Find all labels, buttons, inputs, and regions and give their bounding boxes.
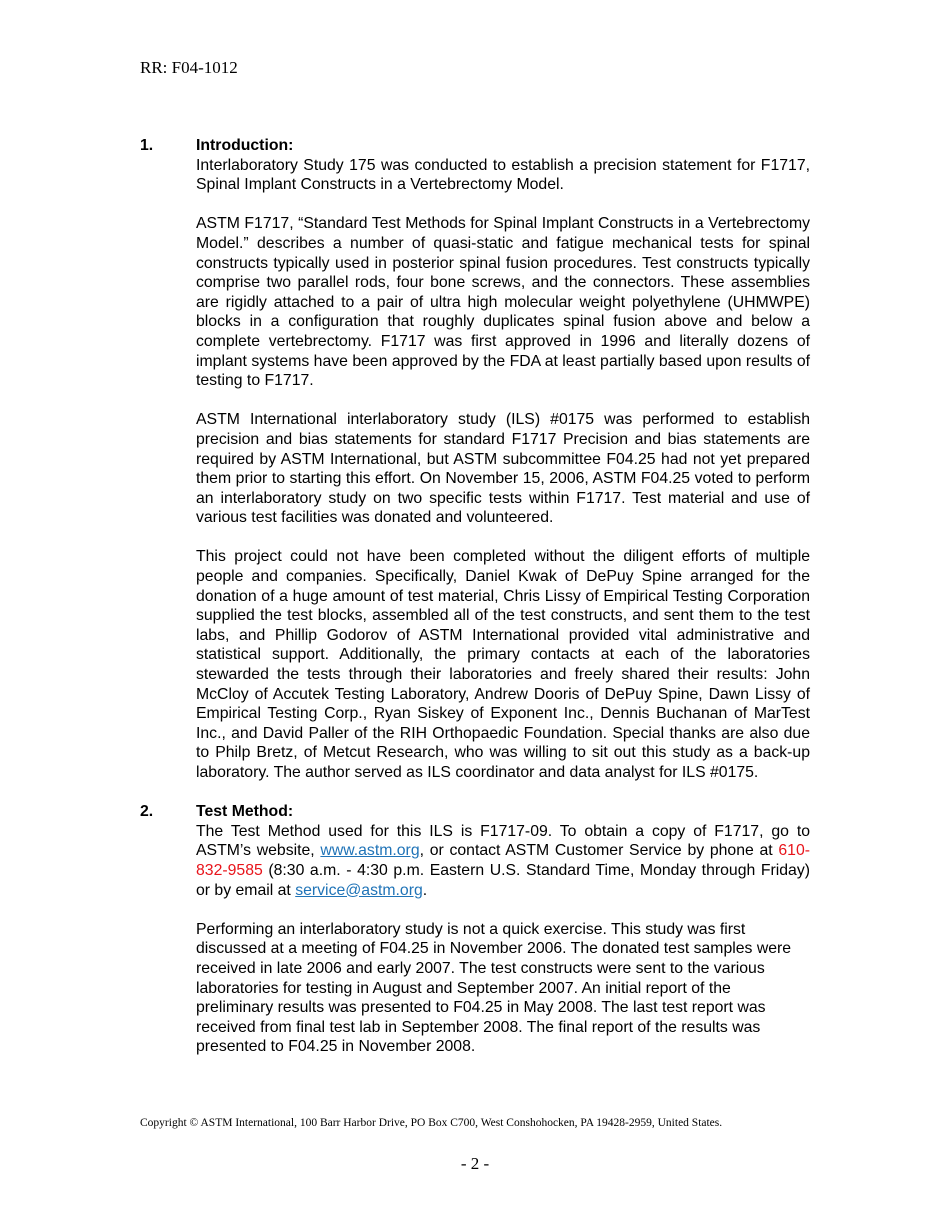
document-body [140, 136, 810, 1057]
section-number: 1. [140, 137, 154, 154]
astm-website-link[interactable]: www.astm.org [320, 842, 420, 860]
method-text-a: The Test Method used for this ILS is F1717-09. To obtain a copy of F1717, go to ASTM’s website, [196, 822, 810, 860]
method-paragraph-1 [196, 822, 810, 900]
method-paragraph-2: Performing an interlaboratory study is not a quick exercise. This study was first discussed at a meeting of F04.25 in November 2006. The donated test samples were received in late 2006 and early 2007. The test constructs were sent to the various laboratories for testing in August and September 2007. An initial report of the preliminary results was presented to F04.25 in May 2008. The last test report was received from final test lab in September 2008. The final report of the results was presented to F04.25 in November 2008. [196, 920, 792, 1056]
intro-paragraph-2: ASTM F1717, “Standard Test Methods for Spinal Implant Constructs in a Vertebrectomy Model.” describes a number of quasi-static and fatigue mechanical tests for spinal constructs typically used in posterior spinal fusion procedures. Test constructs typically comprise two parallel rods, four bone screws, and the connectors. These assemblies are rigidly attached to a pair of ultra high molecular weight polyethylene (UHMWPE) blocks in a configuration that roughly duplicates spinal fusion above and below a complete vertebrectomy. F1717 was first approved in 1996 and literally dozens of implant systems have been approved by the FDA at least partially based upon results of testing to F1717. [196, 215, 810, 390]
section-introduction [140, 136, 810, 783]
document-id-header: RR: F04-1012 [140, 58, 238, 77]
copyright-footer: Copyright © ASTM International, 100 Barr Harbor Drive, PO Box C700, West Conshohocken, PA 19428-2959, United States. [140, 1117, 723, 1129]
intro-paragraph-4: This project could not have been completed without the diligent efforts of multiple people and companies. Specifically, Daniel Kwak of DePuy Spine arranged for the donation of a huge amount of test material, Chris Lissy of Empirical Testing Corporation supplied the test blocks, assembled all of the test constructs, and sent them to the test labs, and Phillip Godorov of ASTM International provided vital administrative and statistical support. Additionally, the primary contacts at each of the laboratories stewarded the tests through their laboratories and freely shared their results: John McCloy of Accutek Testing Laboratory, Andrew Dooris of DePuy Spine, Dawn Lissy of Empirical Testing Corp., Ryan Siskey of Exponent Inc., Dennis Buchanan of MarTest Inc., and David Paller of the RIH Orthopaedic Foundation. Special thanks are also due to Philp Bretz, of Metcut Research, who was willing to sit out this study as a back-up laboratory. The author served as ILS coordinator and data analyst for ILS #0175. [196, 548, 810, 781]
section-title: Test Method: [196, 803, 294, 821]
section-title: Introduction: [196, 137, 294, 154]
section-number: 2. [140, 803, 154, 821]
intro-paragraph-1: Interlaboratory Study 175 was conducted to establish a precision statement for F1717, Spinal Implant Constructs in a Vertebrectomy Model. [196, 156, 810, 194]
method-text-d: . [422, 881, 428, 899]
method-text-b: , or contact ASTM Customer Service by phone at [419, 842, 779, 860]
phone-number: 610-832-9585 [196, 842, 811, 879]
intro-paragraph-3: ASTM International interlaboratory study (ILS) #0175 was performed to establish precision and bias statements for standard F1717 Precision and bias statements are required by ASTM International, but ASTM subcommittee F04.25 had not yet prepared them prior to starting this effort. On November 15, 2006, ASTM F04.25 voted to perform an interlaboratory study on two specific tests within F1717. Test material and use of various test facilities was donated and volunteered. [196, 411, 810, 527]
email-link[interactable]: service@astm.org [295, 881, 423, 899]
page-number: - 2 - [460, 1154, 490, 1173]
section-test-method [140, 802, 810, 1057]
method-text-c: (8:30 a.m. - 4:30 p.m. Eastern U.S. Standard Time, Monday through Friday) or by email at [196, 861, 810, 899]
